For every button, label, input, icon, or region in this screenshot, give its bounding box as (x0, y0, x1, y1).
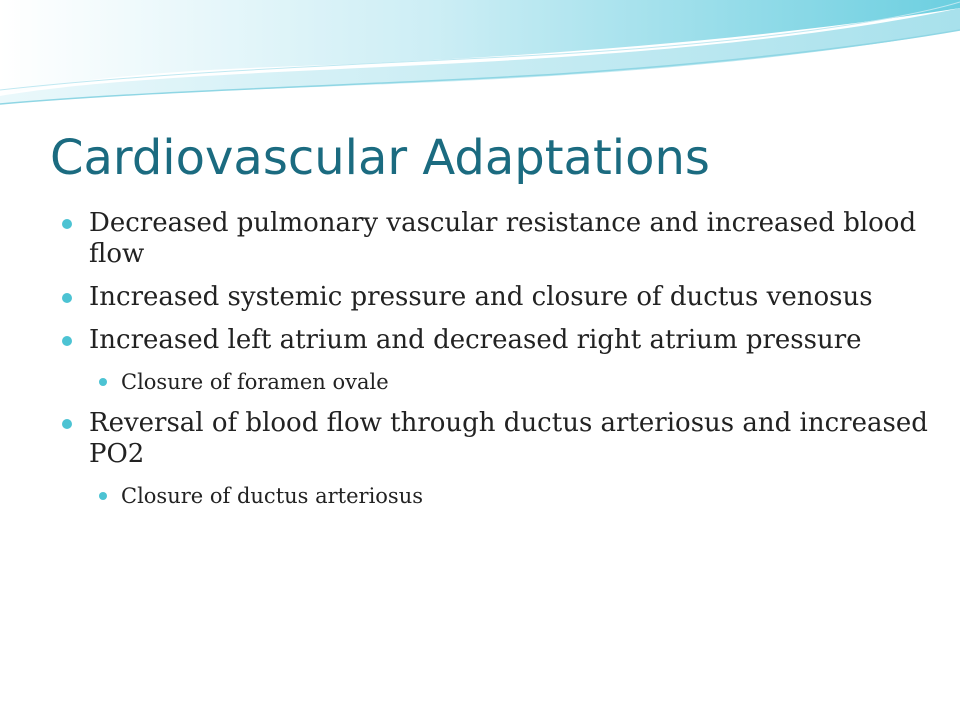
sub-bullet-text: Closure of ductus arteriosus (121, 484, 424, 508)
slide-title: Cardiovascular Adaptations (50, 130, 710, 186)
bullet-icon (62, 219, 72, 229)
sub-bullet-icon (99, 492, 107, 500)
bullet-text: Increased left atrium and decreased right atrium pressure (89, 325, 862, 355)
bullet-icon (62, 419, 72, 429)
bullet-item (62, 408, 932, 470)
bullet-item (62, 208, 932, 270)
bullet-list (62, 208, 932, 522)
bullet-icon (62, 336, 72, 346)
bullet-text: Reversal of blood flow through ductus arteriosus and increased PO2 (89, 408, 928, 469)
bullet-item (62, 325, 932, 356)
sub-bullet-text: Closure of foramen ovale (121, 370, 389, 394)
bullet-item (62, 282, 932, 313)
sub-bullet-icon (99, 378, 107, 386)
bullet-text: Decreased pulmonary vascular resistance and increased blood flow (89, 208, 917, 269)
bullet-text: Increased systemic pressure and closure of ductus venosus (89, 282, 873, 312)
sub-bullet-item (99, 482, 932, 510)
sub-bullet-item (99, 368, 932, 396)
bullet-icon (62, 293, 72, 303)
header-wave-decoration (0, 0, 960, 130)
